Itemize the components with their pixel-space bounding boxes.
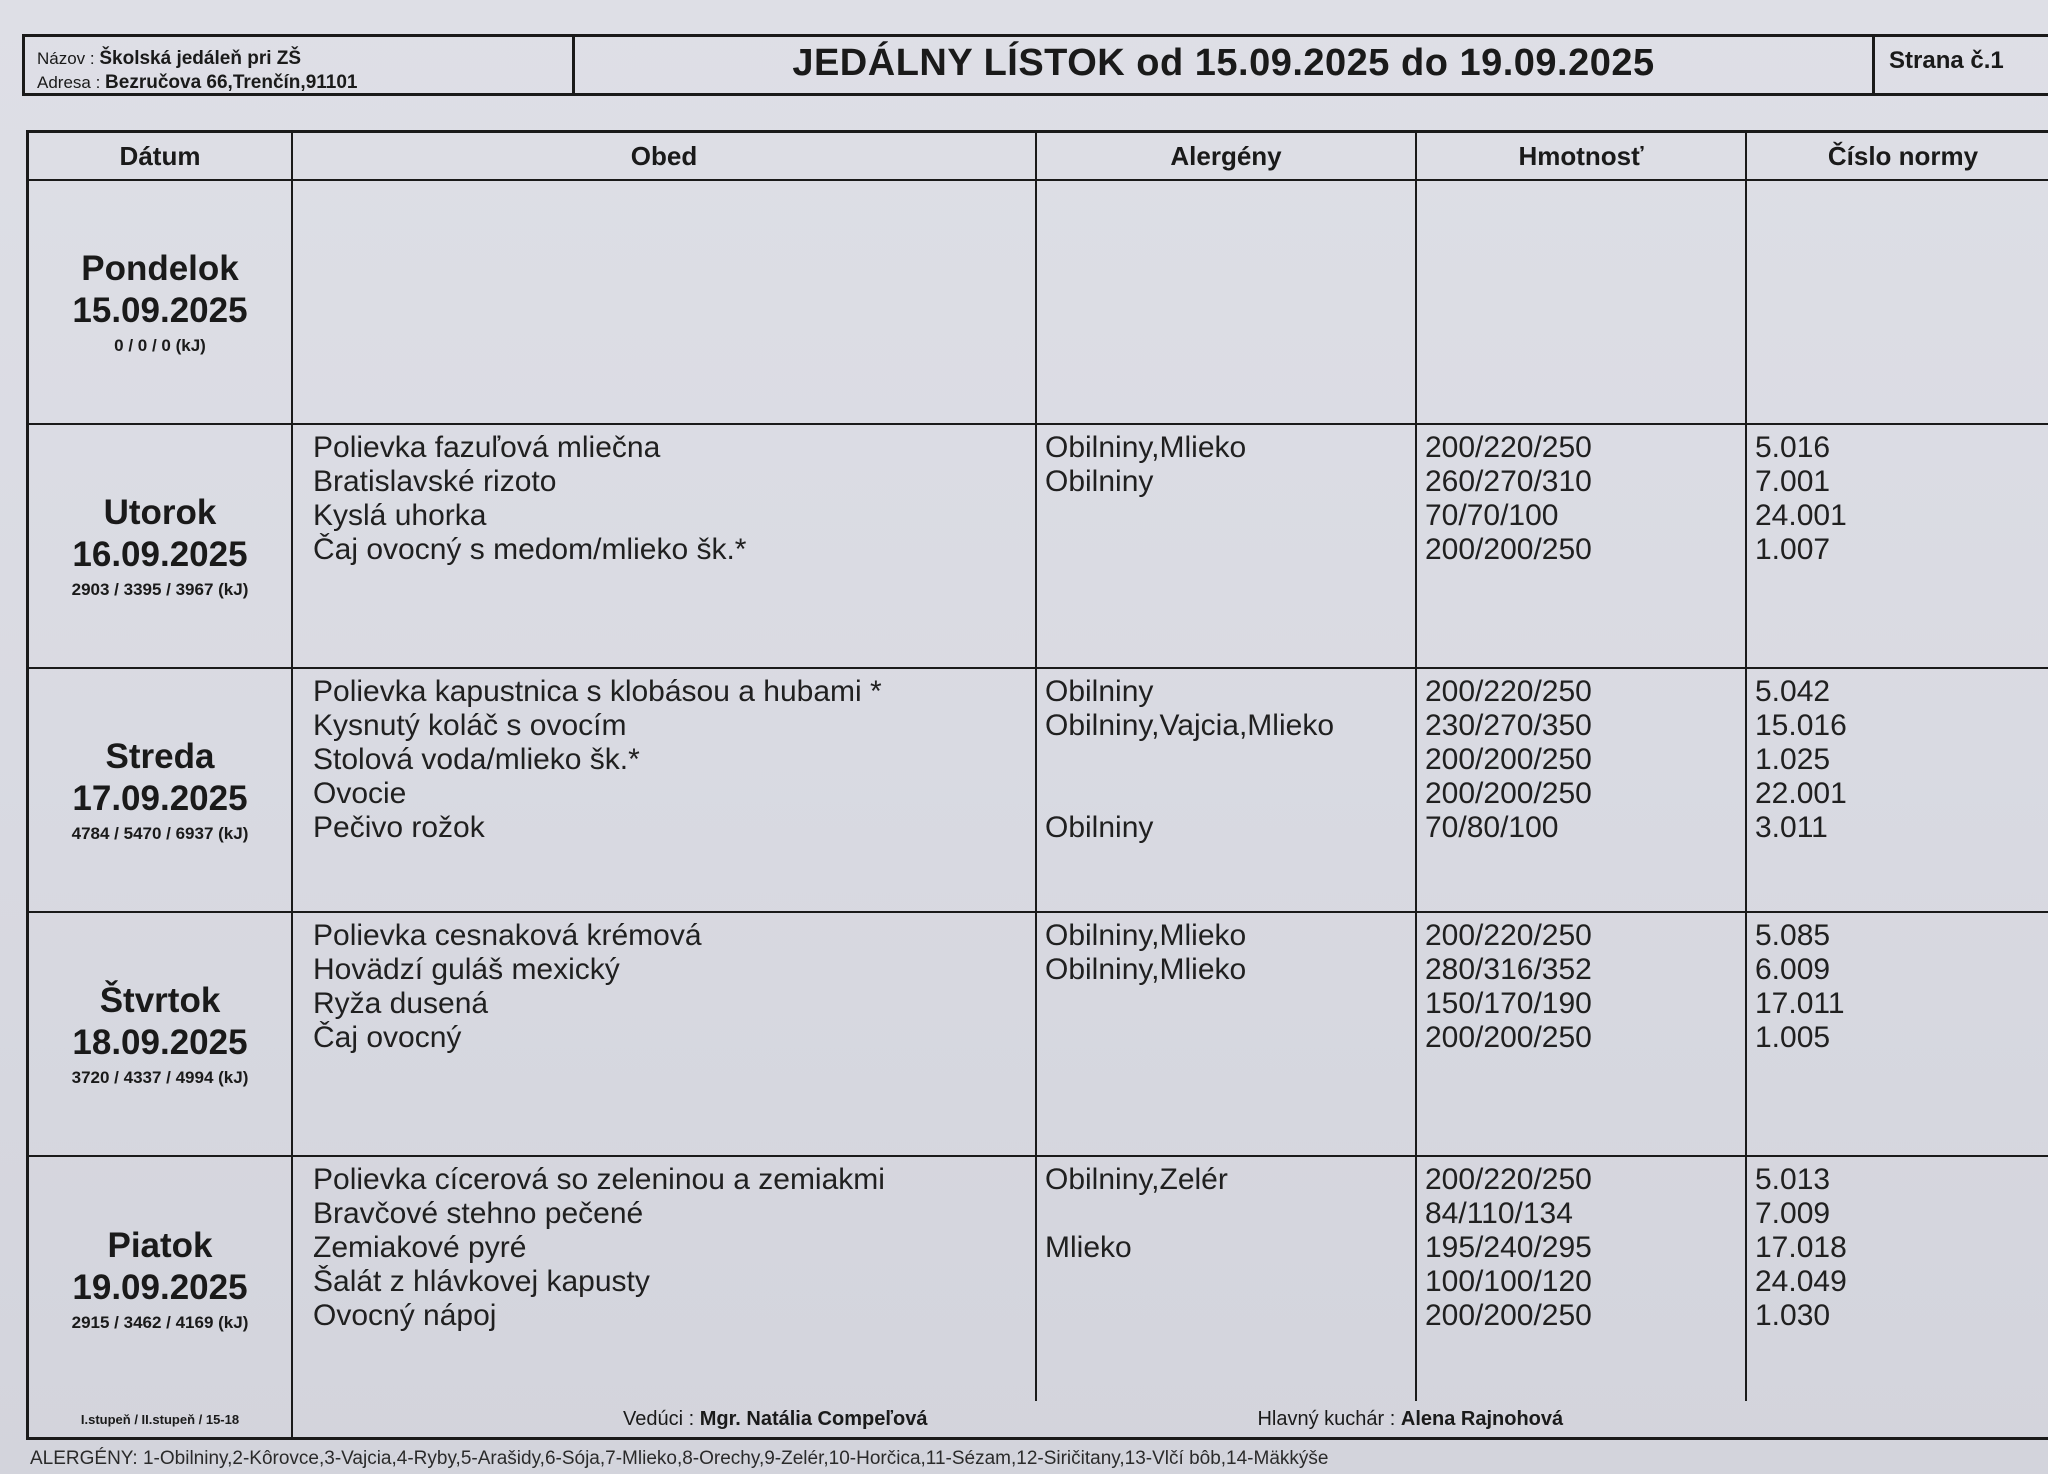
column-header-weight: Hmotnosť [1417, 133, 1747, 179]
meal-line [313, 323, 1035, 357]
grade-info: I.stupeň / II.stupeň / 15-18 [29, 1401, 293, 1437]
canteen-name-line [37, 47, 572, 71]
norm-line: 1.030 [1755, 1299, 1831, 1332]
canteen-info [25, 37, 575, 93]
weight-line: 200/220/250 [1425, 675, 1592, 708]
weight-line: 70/70/100 [1425, 499, 1559, 532]
norm-lines-cell [1747, 913, 2048, 1155]
day-name: Štvrtok [99, 981, 221, 1020]
name-label: Názov : [37, 49, 100, 68]
meal-lines-cell [293, 1157, 1037, 1401]
allergen-line [1045, 1055, 1415, 1089]
weight-line: 200/200/250 [1425, 743, 1592, 776]
weight-line [1425, 187, 1745, 221]
weight-line: 200/220/250 [1425, 919, 1592, 952]
day-row [29, 1157, 2048, 1401]
meal-line: Zemiakové pyré [313, 1231, 527, 1264]
day-name: Streda [105, 737, 215, 776]
canteen-address: Bezručova 66,Trenčín,91101 [105, 72, 358, 93]
day-kj: 0 / 0 / 0 (kJ) [114, 336, 206, 355]
norm-line [1755, 1055, 2048, 1089]
menu-table [26, 130, 2048, 1440]
meal-lines-cell [293, 913, 1037, 1155]
weight-line: 200/200/250 [1425, 533, 1592, 566]
day-cell [29, 425, 293, 667]
meal-line: Polievka cícerová so zeleninou a zemiakmi [313, 1163, 885, 1196]
column-header-date: Dátum [29, 133, 293, 179]
weight-line [1425, 289, 1745, 323]
allergen-line [1045, 499, 1415, 533]
norm-line: 17.018 [1755, 1231, 1847, 1264]
table-footer-row [29, 1401, 2048, 1437]
day-cell [29, 669, 293, 911]
day-row [29, 181, 2048, 425]
meal-line [313, 289, 1035, 323]
weight-lines-cell [1417, 1157, 1747, 1401]
day-row [29, 913, 2048, 1157]
day-cell [29, 913, 293, 1155]
column-header-meal: Obed [293, 133, 1037, 179]
allergen-line: Obilniny [1045, 465, 1154, 498]
meal-line: Bratislavské rizoto [313, 465, 557, 498]
weight-line: 200/200/250 [1425, 1299, 1592, 1332]
day-cell [29, 181, 293, 423]
norm-lines-cell [1747, 1157, 2048, 1401]
allergen-lines-cell [1037, 913, 1417, 1155]
meal-line [313, 567, 1035, 601]
address-label: Adresa : [37, 73, 106, 92]
column-header-allergens: Alergény [1037, 133, 1417, 179]
canteen-address-line [37, 71, 572, 95]
allergen-line [1045, 987, 1415, 1021]
page-title: JEDÁLNY LÍSTOK od 15.09.2025 do 19.09.2025 [575, 37, 1875, 93]
allergen-line [1045, 743, 1415, 777]
column-header-norm: Číslo normy [1827, 140, 1979, 171]
chef-name: Alena Rajnohová [1400, 1407, 1564, 1430]
day-kj: 2903 / 3395 / 3967 (kJ) [71, 580, 249, 599]
norm-line: 1.025 [1755, 743, 1831, 776]
allergen-line: Obilniny,Zelér [1045, 1163, 1228, 1196]
allergen-line [1045, 567, 1415, 601]
day-date: 17.09.2025 [72, 779, 248, 818]
header-box [22, 34, 2048, 96]
meal-line: Polievka fazuľová mliečna [313, 431, 661, 464]
manager-label: Vedúci : [623, 1407, 700, 1430]
allergen-lines-cell [1037, 181, 1417, 423]
weight-lines-cell [1417, 181, 1747, 423]
table-header-row [29, 133, 2048, 181]
allergen-line [1045, 1197, 1415, 1231]
norm-line: 7.009 [1755, 1197, 1831, 1230]
allergen-line [1045, 187, 1415, 221]
weight-line [1425, 255, 1745, 289]
allergen-lines-cell [1037, 1157, 1417, 1401]
day-date: 19.09.2025 [72, 1268, 248, 1307]
day-name: Piatok [107, 1226, 213, 1265]
weight-line: 230/270/350 [1425, 709, 1592, 742]
norm-line [1755, 221, 2048, 255]
allergen-line [1045, 289, 1415, 323]
weight-lines-cell [1417, 913, 1747, 1155]
allergen-line [1045, 1299, 1415, 1333]
allergen-line: Obilniny,Mlieko [1045, 953, 1247, 986]
norm-line: 1.007 [1755, 533, 1831, 566]
allergen-line [1045, 221, 1415, 255]
meal-line: Šalát z hlávkovej kapusty [313, 1265, 650, 1298]
norm-line: 5.042 [1755, 675, 1831, 708]
day-date: 16.09.2025 [72, 535, 248, 574]
weight-line: 280/316/352 [1425, 953, 1592, 986]
allergen-line [1045, 1021, 1415, 1055]
weight-line [1425, 567, 1745, 601]
signatures [293, 1401, 2048, 1437]
allergen-line: Obilniny,Mlieko [1045, 431, 1247, 464]
norm-line [1755, 289, 2048, 323]
weight-line: 200/220/250 [1425, 1163, 1592, 1196]
allergen-legend: ALERGÉNY: 1-Obilniny,2-Kôrovce,3-Vajcia,4-Ryby,5-Arašidy,6-Sója,7-Mlieko,8-Orechy,9-Zelér,10-Horčica,11-Sézam,12-Siričitany,13-Vlčí bôb,14-Mäkkýše [30, 1448, 1329, 1469]
norm-line [1755, 187, 2048, 221]
allergen-line: Obilniny [1045, 811, 1154, 844]
weight-line [1425, 221, 1745, 255]
manager-signature [623, 1408, 927, 1431]
day-date: 18.09.2025 [72, 1023, 248, 1062]
weight-line: 200/220/250 [1425, 431, 1592, 464]
allergen-line: Obilniny [1045, 675, 1154, 708]
allergen-lines-cell [1037, 425, 1417, 667]
norm-line: 15.016 [1755, 709, 1847, 742]
page-number: Strana č.1 [1889, 47, 2004, 74]
meal-line: Ovocie [313, 777, 407, 810]
meal-line: Pečivo rožok [313, 811, 485, 844]
norm-line: 6.009 [1755, 953, 1831, 986]
canteen-name: Školská jedáleň pri ZŠ [99, 48, 302, 69]
norm-line: 24.049 [1755, 1265, 1847, 1298]
norm-line: 5.013 [1755, 1163, 1831, 1196]
meal-line [313, 221, 1035, 255]
chef-signature [1257, 1408, 1563, 1431]
allergen-line [1045, 1265, 1415, 1299]
meal-line: Ovocný nápoj [313, 1299, 497, 1332]
norm-line: 3.011 [1755, 811, 1828, 844]
norm-line [1755, 567, 2048, 601]
allergen-line [1045, 255, 1415, 289]
day-row [29, 425, 2048, 669]
weight-line [1425, 1055, 1745, 1089]
meal-line: Hovädzí guláš mexický [313, 953, 620, 986]
day-row [29, 669, 2048, 913]
meal-line: Kyslá uhorka [313, 499, 487, 532]
allergen-line: Mlieko [1045, 1231, 1132, 1264]
weight-lines-cell [1417, 669, 1747, 911]
day-kj: 3720 / 4337 / 4994 (kJ) [71, 1068, 249, 1087]
allergen-line [1045, 533, 1415, 567]
weight-line [1425, 323, 1745, 357]
meal-line: Čaj ovocný s medom/mlieko šk.* [313, 533, 747, 566]
norm-line: 5.016 [1755, 431, 1831, 464]
allergen-lines-cell [1037, 669, 1417, 911]
norm-lines-cell [1747, 425, 2048, 667]
day-date: 15.09.2025 [72, 291, 248, 330]
meal-line: Bravčové stehno pečené [313, 1197, 644, 1230]
weight-line: 84/110/134 [1425, 1197, 1573, 1230]
meal-line: Ryža dusená [313, 987, 489, 1020]
day-rows [29, 181, 2048, 1401]
meal-line [313, 255, 1035, 289]
weight-line: 70/80/100 [1425, 811, 1559, 844]
weight-lines-cell [1417, 425, 1747, 667]
day-name: Utorok [103, 493, 217, 532]
norm-line: 7.001 [1755, 465, 1831, 498]
day-name: Pondelok [81, 249, 239, 288]
day-kj: 4784 / 5470 / 6937 (kJ) [71, 824, 249, 843]
norm-line [1755, 255, 2048, 289]
weight-line: 150/170/190 [1425, 987, 1592, 1020]
norm-line: 5.085 [1755, 919, 1831, 952]
norm-lines-cell [1747, 181, 2048, 423]
manager-name: Mgr. Natália Compeľová [699, 1407, 928, 1430]
meal-line [313, 187, 1035, 221]
norm-line: 24.001 [1755, 499, 1847, 532]
meal-line: Stolová voda/mlieko šk.* [313, 743, 640, 776]
meal-lines-cell [293, 669, 1037, 911]
meal-line: Polievka kapustnica s klobásou a hubami * [313, 675, 882, 708]
allergen-line: Obilniny,Vajcia,Mlieko [1045, 709, 1334, 742]
allergen-line [1045, 777, 1415, 811]
weight-line: 200/200/250 [1425, 1021, 1592, 1054]
norm-line [1755, 323, 2048, 357]
weight-line: 195/240/295 [1425, 1231, 1592, 1264]
weight-line: 200/200/250 [1425, 777, 1592, 810]
meal-lines-cell [293, 181, 1037, 423]
meal-line [313, 1055, 1035, 1089]
weight-line: 100/100/120 [1425, 1265, 1592, 1298]
day-cell [29, 1157, 293, 1401]
meal-line: Kysnutý koláč s ovocím [313, 709, 627, 742]
meal-lines-cell [293, 425, 1037, 667]
meal-line: Čaj ovocný [313, 1021, 462, 1054]
chef-label: Hlavný kuchár : [1257, 1407, 1401, 1430]
norm-lines-cell [1747, 669, 2048, 911]
allergen-line: Obilniny,Mlieko [1045, 919, 1247, 952]
norm-line: 1.005 [1755, 1021, 1831, 1054]
allergen-line [1045, 323, 1415, 357]
norm-line: 22.001 [1755, 777, 1847, 810]
day-kj: 2915 / 3462 / 4169 (kJ) [71, 1313, 249, 1332]
norm-line: 17.011 [1755, 987, 1845, 1020]
weight-line: 260/270/310 [1425, 465, 1592, 498]
meal-line: Polievka cesnaková krémová [313, 919, 702, 952]
